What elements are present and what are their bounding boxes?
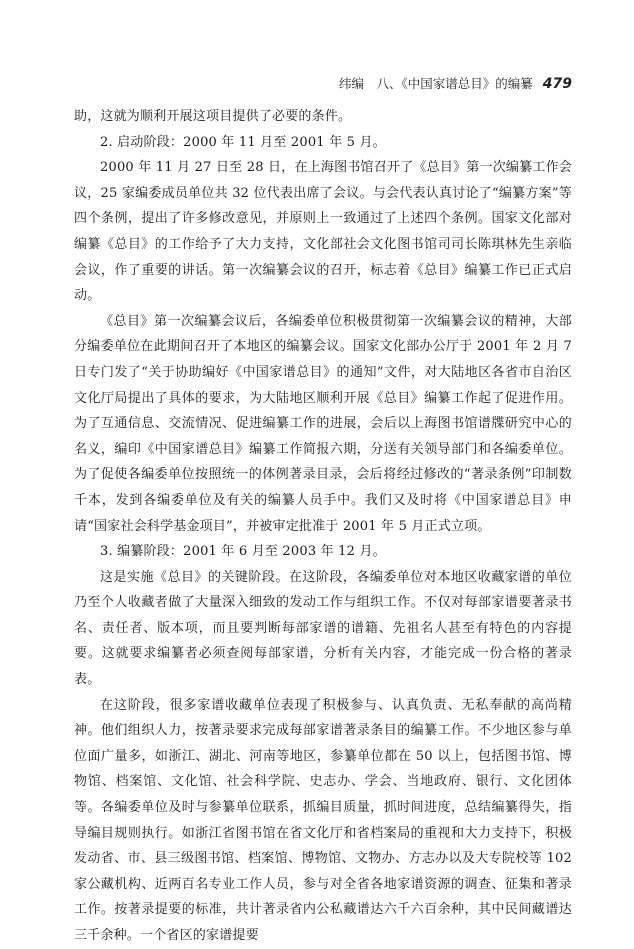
subheading-compilation-stage: 3. 编纂阶段：2001 年 6 月至 2003 年 12 月。 [100, 544, 386, 560]
paragraph-participation: 在这阶段，很多家谱收藏单位表现了积极参与、认真负责、无私奉献的高尚精神。他们组织人力，按著录要求完成每部家谱著录条目的编纂工作。不少地区参与单位面广量多，如浙江、湖北、河南等地区，参纂单位都在 50 以上，包括图书馆、博物馆、档案馆、文化馆、社会科学院、史志办、学会、当地政府、银行、文化团体等。各编委单位及时与参纂单位联系，抓编目质量，抓时间进度，总结编纂得失，指导编目规则执行。如浙江省图书馆在省文化厅和省档案局的重视和大力支持下，积极发动省、市、县三级图书馆、档案馆、博物馆、文物办、方志办以及大专院校等 102 家公藏机构、近两百名专业工作人员，参与对全省各地家谱资源的调查、征集和著录工作。按著录提要的标准，共计著录省内公私藏谱达六千六百余种，其中民间藏谱达三千余种。一个省区的家谱提要 [74, 697, 572, 943]
header-section-title: 纬编 八、《中国家谱总目》的编纂 [339, 76, 533, 91]
body-text [74, 104, 572, 949]
paragraph-continuation: 助，这就为顺利开展这项目提供了必要的条件。 [74, 109, 352, 124]
running-header [339, 74, 572, 94]
paragraph-key-stage: 这是实施《总目》的关键阶段。在这阶段，各编委单位对本地区收藏家谱的单位乃至个人收藏者做了大量深入细致的发动工作与组织工作。不仅对每部家谱要著录书名、责任者、版本项，而且要判断每部家谱的谱籍、先祖名人甚至有特色的内容提要。这就要求编纂者必须查阅每部家谱，分析有关内容，才能完成一份合格的著录表。 [74, 569, 572, 688]
subheading-startup-stage: 2. 启动阶段：2000 年 11 月至 2001 年 5 月。 [100, 134, 386, 150]
page-number: 479 [542, 76, 572, 92]
paragraph-first-meeting: 2000 年 11 月 27 日至 28 日，在上海图书馆召开了《总目》第一次编纂工作会议，25 家编委成员单位共 32 位代表出席了会议。与会代表认真讨论了“编纂方案”等四个条例，提出了许多修改意见，并原则上一致通过了上述四个条例。国家文化部对编纂《总目》的工作给予了大力支持，文化部社会文化图书馆司司长陈琪林先生亲临会议，作了重要的讲话。第一次编纂会议的召开，标志着《总目》编纂工作已正式启动。 [74, 160, 572, 304]
paragraph-after-meeting: 《总目》第一次编纂会议后，各编委单位积极贯彻第一次编纂会议的精神，大部分编委单位在此期间召开了本地区的编纂会议。国家文化部办公厅于 2001 年 2 月 7 日专门发了“关于协助编好《中国家谱总目》的通知”文件，对大陆地区各省市自治区文化厅局提出了具体的要求，为大陆地区顺利开展《总目》编纂工作起了促进作用。为了互通信息、交流情况、促进编纂工作的进展，会后以上海图书馆谱牒研究中心的名义，编印《中国家谱总目》编纂工作简报六期，分送有关领导部门和各编委单位。为了促使各编委单位按照统一的体例著录目录，会后将经过修改的“著录条例”印制数千本，发到各编委单位及有关的编纂人员手中。我们又及时将《中国家谱总目》申请“国家社会科学基金项目”，并被审定批准于 2001 年 5 月正式立项。 [74, 313, 572, 534]
